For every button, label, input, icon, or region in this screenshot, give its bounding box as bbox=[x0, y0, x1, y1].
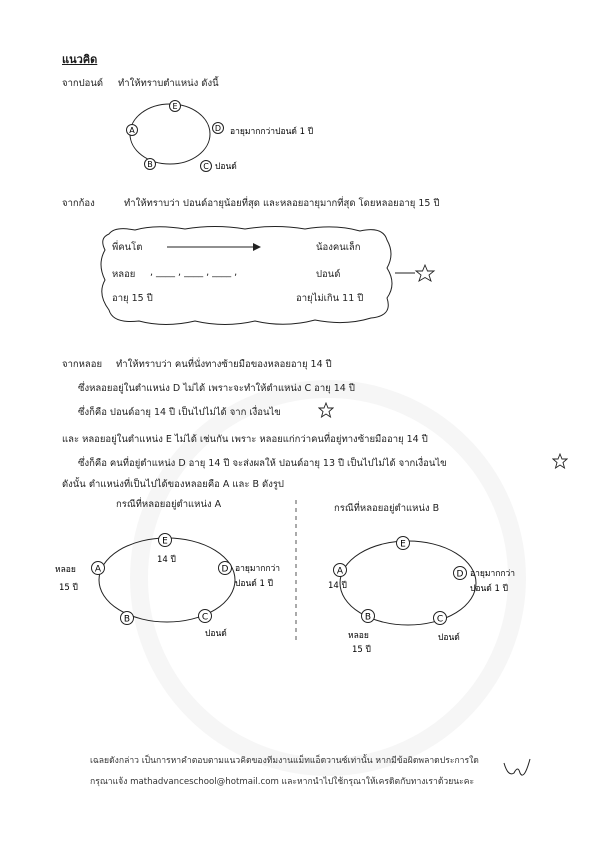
seat-a bbox=[92, 562, 105, 575]
seat-c bbox=[199, 610, 212, 623]
label-a-age: 14 ปี bbox=[328, 581, 347, 591]
seat-b bbox=[362, 610, 375, 623]
section3-line-2: ซึ่งหลอยอยู่ในตำแหน่ง D ไม่ได้ เพราะจะทำให้ตำแหน่ง C อายุ 14 ปี bbox=[78, 383, 355, 394]
box-row1-right: น้องคนเล็ก bbox=[316, 242, 361, 253]
section2-intro: จากก้อง bbox=[62, 198, 95, 209]
section1-intro: จากปอนด์ bbox=[62, 78, 104, 89]
section3-line-3: ซึ่งก็คือ ปอนด์อายุ 14 ปี เป็นไปไม่ได้ จาก เงื่อนไข bbox=[78, 407, 281, 418]
box-row1-left: พี่คนโต bbox=[112, 242, 143, 253]
section3-line-5: ซึ่งก็คือ คนที่อยู่ตำแหน่ง D อายุ 14 ปี จะส่งผลให้ ปอนด์อายุ 13 ปี เป็นไปไม่ได้ จากเงื่อนไข bbox=[78, 458, 447, 469]
section1-text: ทำให้ทราบตำแหน่ง ดังนี้ bbox=[118, 78, 219, 89]
star-icon bbox=[552, 453, 568, 469]
label-b-name: หลอย bbox=[348, 631, 369, 641]
label-d-2: ปอนด์ 1 ปี bbox=[470, 584, 509, 594]
svg-text:B: B bbox=[123, 614, 131, 625]
svg-text:A: A bbox=[336, 566, 344, 577]
case-a-title: กรณีที่หลอยอยู่ตำแหน่ง A bbox=[116, 499, 222, 510]
label-a-name: หลอย bbox=[55, 565, 76, 575]
label-c: ปอนด์ bbox=[205, 629, 227, 639]
circle-diagram-case-b bbox=[318, 528, 558, 663]
svg-text:D: D bbox=[456, 569, 464, 580]
label-c: ปอนด์ bbox=[438, 633, 460, 643]
seat-c bbox=[434, 612, 447, 625]
footer-line-2: กรุณาแจ้ง mathadvanceschool@hotmail.com และหากนำไปใช้กรุณาให้เครดิตกับทางเราด้วยนะคะ bbox=[90, 777, 475, 787]
seat-a bbox=[334, 564, 347, 577]
seat-a bbox=[127, 125, 138, 136]
label-d-2: ปอนด์ 1 ปี bbox=[235, 579, 274, 589]
seat-d bbox=[213, 123, 224, 134]
seat-e bbox=[170, 101, 181, 112]
label-b-age: 15 ปี bbox=[352, 645, 371, 655]
section3-line-4: และ หลอยอยู่ในตำแหน่ง E ไม่ได้ เช่นกัน เพราะ หลอยแก่กว่าคนที่อยู่ทางซ้ายมืออายุ 14 ปี bbox=[62, 434, 428, 445]
svg-text:D: D bbox=[221, 564, 229, 575]
case-b-title: กรณีที่หลอยอยู่ตำแหน่ง B bbox=[334, 503, 440, 514]
section2-text: ทำให้ทราบว่า ปอนด์อายุน้อยที่สุด และหลอยอายุมากที่สุด โดยหลอยอายุ 15 ปี bbox=[124, 198, 440, 209]
signature-mark bbox=[500, 755, 536, 785]
table-outline bbox=[340, 541, 476, 625]
label-d: อายุมากกว่าปอนด์ 1 ปี bbox=[230, 127, 314, 137]
seat-b bbox=[145, 159, 156, 170]
footer-line-1: เฉลยดังกล่าว เป็นการหาคำตอบตามแนวคิดของทีมงานแม็ทแอ็ดวานซ์เท่านั้น หากมีข้อผิดพลาดประการใด bbox=[90, 756, 479, 766]
cloud-box bbox=[95, 224, 440, 330]
table-outline bbox=[130, 104, 210, 164]
svg-text:B: B bbox=[147, 160, 153, 169]
label-d-1: อายุมากกว่า bbox=[470, 569, 516, 579]
seat-b bbox=[121, 612, 134, 625]
arrow-head-icon bbox=[253, 243, 261, 251]
svg-text:C: C bbox=[201, 612, 209, 623]
circle-diagram-1 bbox=[120, 98, 420, 184]
svg-text:A: A bbox=[94, 564, 102, 575]
section3-intro: จากหลอย bbox=[62, 359, 103, 370]
section3-line-6: ดังนั้น ตำแหน่งที่เป็นไปได้ของหลอยคือ A และ B ดังรูป bbox=[62, 479, 284, 490]
svg-text:C: C bbox=[436, 614, 444, 625]
svg-text:D: D bbox=[214, 124, 222, 133]
box-row2-mid: , ____ , ____ , ____ , bbox=[150, 267, 238, 278]
star-icon bbox=[416, 265, 434, 281]
seat-d bbox=[454, 567, 467, 580]
svg-text:E: E bbox=[400, 539, 406, 550]
label-e-age: 14 ปี bbox=[157, 555, 176, 565]
svg-text:E: E bbox=[172, 102, 178, 111]
seat-e bbox=[159, 534, 172, 547]
label-a-age: 15 ปี bbox=[59, 583, 78, 593]
seat-e bbox=[397, 537, 410, 550]
label-d-1: อายุมากกว่า bbox=[235, 564, 281, 574]
box-row2-right: ปอนด์ bbox=[316, 269, 341, 280]
seat-c bbox=[201, 161, 212, 172]
box-row3-left: อายุ 15 ปี bbox=[112, 293, 153, 304]
circle-diagram-case-a bbox=[55, 528, 295, 648]
table-outline bbox=[99, 538, 235, 622]
box-row3-right: อายุไม่เกิน 11 ปี bbox=[296, 293, 364, 304]
box-row2-left: หลอย bbox=[112, 269, 136, 280]
svg-text:B: B bbox=[364, 612, 372, 623]
section3-line-1: ทำให้ทราบว่า คนที่นั่งทางซ้ายมือของหลอยอายุ 14 ปี bbox=[116, 359, 332, 370]
page-heading: แนวคิด bbox=[62, 53, 98, 66]
svg-text:C: C bbox=[203, 162, 209, 171]
seat-d bbox=[219, 562, 232, 575]
star-icon bbox=[318, 402, 334, 418]
svg-text:E: E bbox=[162, 536, 168, 547]
svg-text:A: A bbox=[129, 126, 135, 135]
label-c: ปอนด์ bbox=[215, 162, 237, 172]
